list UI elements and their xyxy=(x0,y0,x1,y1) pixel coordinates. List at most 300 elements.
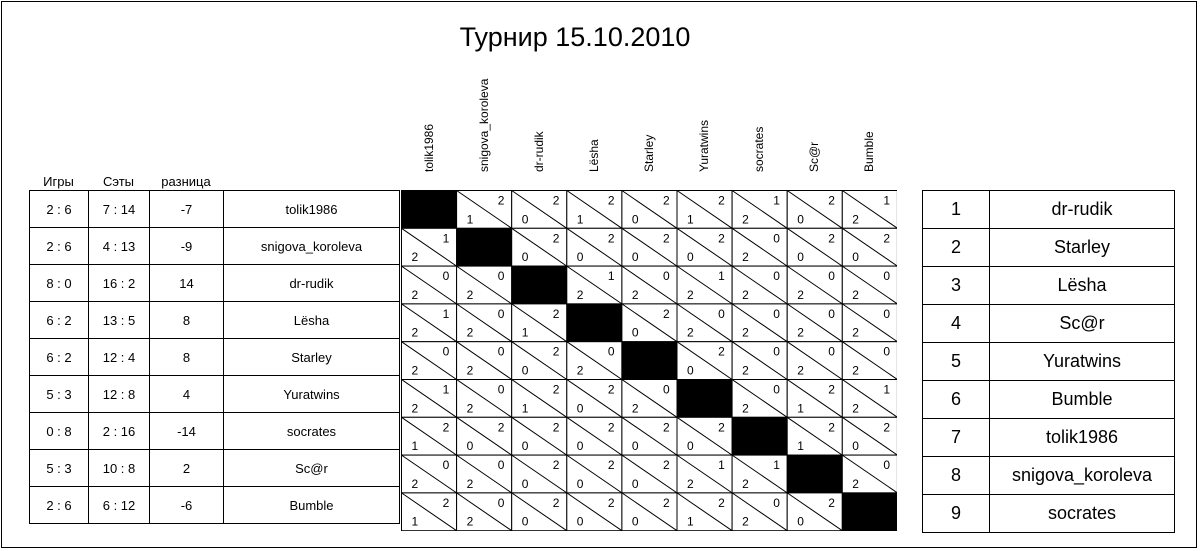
row-player-score: 2 xyxy=(828,231,835,246)
row-player-score: 2 xyxy=(828,420,835,435)
column-player-score: 2 xyxy=(411,476,419,491)
ranking-player-name: Lësha xyxy=(990,267,1175,305)
matrix-column-header xyxy=(621,0,676,186)
column-player-score: 0 xyxy=(797,250,804,265)
column-player-score: 0 xyxy=(576,401,584,416)
standings-row xyxy=(30,413,400,450)
ranking-row xyxy=(923,495,1175,533)
matrix-cell xyxy=(842,266,897,304)
column-player-score: 2 xyxy=(466,476,474,491)
column-player-score: 2 xyxy=(631,287,639,302)
column-player-score: 0 xyxy=(521,363,529,378)
player-name-cell: Bumble xyxy=(224,487,400,524)
matrix-cell xyxy=(457,493,512,531)
matrix-cell xyxy=(457,417,512,455)
row-player-score: 0 xyxy=(828,344,835,359)
column-player-score: 1 xyxy=(687,514,694,529)
matrix-cell xyxy=(732,455,787,493)
row-player-score: 1 xyxy=(442,306,450,321)
games-header: Игры xyxy=(43,174,74,189)
column-player-score: 2 xyxy=(852,363,859,378)
matrix-cell xyxy=(842,380,897,418)
diagonal-black-cell xyxy=(677,380,732,418)
ranking-row xyxy=(923,381,1175,419)
column-player-score: 0 xyxy=(687,363,694,378)
matrix-cell xyxy=(457,228,512,266)
column-player-score: 2 xyxy=(687,325,694,340)
row-player-score: 2 xyxy=(883,231,891,246)
column-player-score: 2 xyxy=(466,401,474,416)
row-player-score: 2 xyxy=(663,193,670,208)
column-player-score: 2 xyxy=(631,401,639,416)
row-player-score: 1 xyxy=(883,193,891,208)
games-cell: 6 : 2 xyxy=(30,339,89,376)
diff-cell: -6 xyxy=(150,487,224,524)
column-player-score: 2 xyxy=(466,363,474,378)
matrix-cell xyxy=(622,304,677,342)
player-name-cell: snigova_koroleva xyxy=(224,228,400,265)
column-player-score: 0 xyxy=(521,514,529,529)
matrix-cell xyxy=(677,228,732,266)
diff-cell: -9 xyxy=(150,228,224,265)
column-player-score: 1 xyxy=(466,212,474,227)
matrix-cell xyxy=(622,191,677,229)
column-player-score: 1 xyxy=(797,401,804,416)
column-player-score: 2 xyxy=(742,287,749,302)
column-player-score: 0 xyxy=(797,212,804,227)
matrix-cell xyxy=(567,342,622,380)
row-player-score: 2 xyxy=(552,420,560,435)
row-player-score: 2 xyxy=(497,420,505,435)
matrix-cell xyxy=(457,191,512,229)
row-player-score: 2 xyxy=(552,231,560,246)
matrix-cell xyxy=(402,493,457,531)
row-player-score: 2 xyxy=(552,382,560,397)
ranking-place: 6 xyxy=(923,381,990,419)
sets-header: Сэты xyxy=(102,174,135,189)
matrix-column-header xyxy=(677,0,732,186)
matrix-cell xyxy=(622,455,677,493)
results-matrix xyxy=(401,190,897,536)
matrix-cell xyxy=(732,493,787,531)
diff-cell: -14 xyxy=(150,413,224,450)
column-player-score: 2 xyxy=(466,287,474,302)
row-player-score: 0 xyxy=(442,458,450,473)
matrix-cell xyxy=(842,455,897,493)
matrix-column-header xyxy=(787,0,842,186)
row-player-score: 2 xyxy=(552,458,560,473)
row-player-score: 2 xyxy=(663,231,670,246)
player-name-cell: Yuratwins xyxy=(224,376,400,413)
matrix-cell xyxy=(677,493,732,531)
row-player-score: 2 xyxy=(607,420,615,435)
column-player-score: 0 xyxy=(797,514,804,529)
ranking-player-name: Yuratwins xyxy=(990,343,1175,381)
matrix-cell xyxy=(787,342,842,380)
column-player-score: 2 xyxy=(411,401,419,416)
ranking-place: 9 xyxy=(923,495,990,533)
matrix-cell xyxy=(787,380,842,418)
row-player-score: 1 xyxy=(718,458,725,473)
row-player-score: 0 xyxy=(497,382,505,397)
row-player-score: 2 xyxy=(552,306,560,321)
row-player-score: 2 xyxy=(663,420,670,435)
matrix-cell xyxy=(677,342,732,380)
ranking-player-name: snigova_koroleva xyxy=(990,457,1175,495)
row-player-score: 0 xyxy=(828,306,835,321)
diff-cell: 8 xyxy=(150,339,224,376)
matrix-cell xyxy=(677,380,732,418)
matrix-cell xyxy=(402,228,457,266)
column-player-score: 2 xyxy=(411,250,419,265)
column-player-score: 2 xyxy=(797,287,804,302)
row-player-score: 2 xyxy=(552,344,560,359)
ranking-place: 2 xyxy=(923,229,990,267)
diff-cell: 8 xyxy=(150,302,224,339)
ranking-player-name: tolik1986 xyxy=(990,419,1175,457)
matrix-column-label: dr-rudik xyxy=(531,131,546,172)
matrix-cell xyxy=(732,342,787,380)
diff-cell: -7 xyxy=(150,191,224,228)
matrix-cell xyxy=(402,342,457,380)
standings-row xyxy=(30,265,400,302)
matrix-cell xyxy=(842,342,897,380)
matrix-cell xyxy=(622,380,677,418)
matrix-cell xyxy=(512,342,567,380)
row-player-score: 2 xyxy=(607,193,615,208)
row-player-score: 0 xyxy=(883,269,891,284)
ranking-place: 7 xyxy=(923,419,990,457)
column-player-score: 0 xyxy=(576,476,584,491)
row-player-score: 1 xyxy=(442,231,450,246)
row-player-score: 0 xyxy=(828,269,835,284)
row-player-score: 2 xyxy=(552,193,560,208)
games-cell: 5 : 3 xyxy=(30,450,89,487)
column-player-score: 0 xyxy=(631,476,639,491)
ranking-place: 8 xyxy=(923,457,990,495)
sets-cell: 16 : 2 xyxy=(89,265,150,302)
row-player-score: 0 xyxy=(497,344,505,359)
column-player-score: 0 xyxy=(687,250,694,265)
diff-cell: 2 xyxy=(150,450,224,487)
matrix-cell xyxy=(402,304,457,342)
row-player-score: 1 xyxy=(442,382,450,397)
row-player-score: 0 xyxy=(663,269,670,284)
row-player-score: 0 xyxy=(718,306,725,321)
standings-row xyxy=(30,450,400,487)
diagonal-black-cell xyxy=(842,493,897,531)
column-player-score: 1 xyxy=(576,212,584,227)
matrix-cell xyxy=(512,455,567,493)
matrix-cell xyxy=(732,191,787,229)
row-player-score: 2 xyxy=(718,495,725,510)
games-cell: 8 : 0 xyxy=(30,265,89,302)
player-name-cell: dr-rudik xyxy=(224,265,400,302)
row-player-score: 2 xyxy=(718,344,725,359)
matrix-column-header xyxy=(566,0,621,186)
matrix-cell xyxy=(732,228,787,266)
row-player-score: 2 xyxy=(442,495,450,510)
column-player-score: 2 xyxy=(852,212,859,227)
sets-cell: 6 : 12 xyxy=(89,487,150,524)
row-player-score: 2 xyxy=(828,193,835,208)
column-player-score: 2 xyxy=(742,476,749,491)
standings-row xyxy=(30,191,400,228)
ranking-place: 4 xyxy=(923,305,990,343)
row-player-score: 1 xyxy=(607,269,615,284)
games-cell: 2 : 6 xyxy=(30,191,89,228)
row-player-score: 2 xyxy=(607,382,615,397)
column-player-score: 0 xyxy=(631,439,639,454)
ranking-place: 1 xyxy=(923,191,990,229)
matrix-cell xyxy=(677,191,732,229)
ranking-player-name: socrates xyxy=(990,495,1175,533)
row-player-score: 0 xyxy=(497,306,505,321)
standings-row xyxy=(30,376,400,413)
ranking-player-name: Bumble xyxy=(990,381,1175,419)
player-name-cell: tolik1986 xyxy=(224,191,400,228)
matrix-column-label: Yuratwins xyxy=(697,119,711,172)
sets-cell: 12 : 8 xyxy=(89,376,150,413)
row-player-score: 0 xyxy=(497,458,505,473)
matrix-cell xyxy=(677,455,732,493)
matrix-cell xyxy=(567,304,622,342)
matrix-cell xyxy=(567,266,622,304)
matrix-cell xyxy=(787,266,842,304)
column-player-score: 0 xyxy=(521,439,529,454)
sets-cell: 4 : 13 xyxy=(89,228,150,265)
matrix-cell xyxy=(567,417,622,455)
matrix-cell xyxy=(842,304,897,342)
matrix-cell xyxy=(677,417,732,455)
column-player-score: 2 xyxy=(411,287,419,302)
matrix-column-label: Starley xyxy=(641,134,656,172)
matrix-cell xyxy=(457,342,512,380)
column-player-score: 0 xyxy=(576,439,584,454)
column-player-score: 0 xyxy=(521,212,529,227)
diagonal-black-cell xyxy=(787,455,842,493)
ranking-place: 5 xyxy=(923,343,990,381)
matrix-cell xyxy=(457,266,512,304)
standings-row xyxy=(30,487,400,524)
matrix-cell xyxy=(512,228,567,266)
row-player-score: 2 xyxy=(883,420,891,435)
row-player-score: 0 xyxy=(663,382,670,397)
sets-cell: 12 : 4 xyxy=(89,339,150,376)
matrix-column-header xyxy=(732,0,787,186)
column-player-score: 0 xyxy=(852,439,859,454)
sets-cell: 13 : 5 xyxy=(89,302,150,339)
diff-cell: 4 xyxy=(150,376,224,413)
games-cell: 6 : 2 xyxy=(30,302,89,339)
matrix-column-label: socrates xyxy=(752,126,767,172)
row-player-score: 2 xyxy=(663,495,670,510)
player-name-cell: Starley xyxy=(224,339,400,376)
column-player-score: 0 xyxy=(521,250,529,265)
matrix-cell xyxy=(622,266,677,304)
matrix-cell xyxy=(677,266,732,304)
matrix-cell xyxy=(567,228,622,266)
standings-row xyxy=(30,228,400,265)
matrix-cell xyxy=(622,342,677,380)
matrix-cell xyxy=(402,191,457,229)
ranking-table xyxy=(922,190,1175,533)
matrix-cell xyxy=(512,380,567,418)
games-cell: 2 : 6 xyxy=(30,487,89,524)
column-player-score: 2 xyxy=(687,476,694,491)
diagonal-black-cell xyxy=(567,304,622,342)
games-cell: 2 : 6 xyxy=(30,228,89,265)
matrix-cell xyxy=(512,266,567,304)
column-player-score: 2 xyxy=(576,363,584,378)
standings-row xyxy=(30,339,400,376)
row-player-score: 2 xyxy=(442,420,450,435)
column-player-score: 2 xyxy=(797,363,804,378)
matrix-cell xyxy=(567,191,622,229)
row-player-score: 0 xyxy=(883,306,891,321)
column-player-score: 2 xyxy=(742,212,749,227)
matrix-cell xyxy=(512,417,567,455)
matrix-column-header xyxy=(511,0,566,186)
column-player-score: 0 xyxy=(576,250,584,265)
row-player-score: 0 xyxy=(607,344,615,359)
games-cell: 5 : 3 xyxy=(30,376,89,413)
row-player-score: 0 xyxy=(442,344,450,359)
ranking-place: 3 xyxy=(923,267,990,305)
row-player-score: 0 xyxy=(773,495,780,510)
sets-cell: 10 : 8 xyxy=(89,450,150,487)
row-player-score: 1 xyxy=(773,193,780,208)
matrix-cell xyxy=(842,493,897,531)
matrix-cell xyxy=(732,417,787,455)
row-player-score: 0 xyxy=(773,269,780,284)
diagonal-black-cell xyxy=(732,417,787,455)
row-player-score: 2 xyxy=(828,382,835,397)
column-player-score: 1 xyxy=(521,325,529,340)
matrix-cell xyxy=(457,380,512,418)
column-player-score: 1 xyxy=(687,212,694,227)
column-player-score: 0 xyxy=(631,250,639,265)
matrix-cell xyxy=(732,380,787,418)
ranking-row xyxy=(923,305,1175,343)
diff-header: разница xyxy=(161,174,211,189)
matrix-cell xyxy=(842,417,897,455)
column-player-score: 0 xyxy=(521,476,529,491)
matrix-column-label: Sc@r xyxy=(807,141,822,172)
results-matrix-grid xyxy=(401,190,897,531)
row-player-score: 0 xyxy=(442,269,450,284)
row-player-score: 2 xyxy=(718,231,725,246)
column-player-score: 2 xyxy=(742,363,749,378)
ranking-row xyxy=(923,457,1175,495)
column-player-score: 2 xyxy=(742,401,749,416)
ranking-row xyxy=(923,343,1175,381)
player-name-cell: Lësha xyxy=(224,302,400,339)
matrix-cell xyxy=(457,455,512,493)
diagonal-black-cell xyxy=(402,191,457,229)
diagonal-black-cell xyxy=(622,342,677,380)
matrix-cell xyxy=(402,380,457,418)
column-player-score: 0 xyxy=(852,250,859,265)
row-player-score: 2 xyxy=(718,193,725,208)
matrix-cell xyxy=(787,493,842,531)
matrix-cell xyxy=(512,304,567,342)
games-cell: 0 : 8 xyxy=(30,413,89,450)
row-player-score: 2 xyxy=(552,495,560,510)
matrix-cell xyxy=(787,304,842,342)
column-player-score: 2 xyxy=(687,287,694,302)
column-player-score: 0 xyxy=(631,325,639,340)
row-player-score: 2 xyxy=(663,306,670,321)
column-player-score: 0 xyxy=(576,514,584,529)
row-player-score: 0 xyxy=(773,231,780,246)
matrix-cell xyxy=(622,228,677,266)
matrix-cell xyxy=(787,191,842,229)
row-player-score: 2 xyxy=(607,231,615,246)
column-player-score: 1 xyxy=(411,514,419,529)
diagonal-black-cell xyxy=(457,228,512,266)
column-player-score: 2 xyxy=(576,287,584,302)
column-player-score: 2 xyxy=(411,363,419,378)
row-player-score: 1 xyxy=(773,458,780,473)
matrix-column-header xyxy=(456,0,511,186)
matrix-cell xyxy=(512,191,567,229)
matrix-cell xyxy=(567,493,622,531)
diagonal-black-cell xyxy=(512,266,567,304)
row-player-score: 0 xyxy=(497,269,505,284)
sets-cell: 7 : 14 xyxy=(89,191,150,228)
ranking-row xyxy=(923,229,1175,267)
column-player-score: 2 xyxy=(852,401,859,416)
standings-row xyxy=(30,302,400,339)
column-player-score: 2 xyxy=(466,325,474,340)
matrix-cell xyxy=(402,417,457,455)
ranking-player-name: Sc@r xyxy=(990,305,1175,343)
matrix-column-label: Bumble xyxy=(862,131,877,172)
column-player-score: 0 xyxy=(466,439,474,454)
row-player-score: 0 xyxy=(497,495,505,510)
matrix-column-header xyxy=(842,0,897,186)
column-player-score: 2 xyxy=(797,325,804,340)
matrix-cell xyxy=(402,455,457,493)
matrix-cell xyxy=(567,380,622,418)
row-player-score: 1 xyxy=(883,382,891,397)
row-player-score: 2 xyxy=(607,495,615,510)
column-player-score: 2 xyxy=(742,325,749,340)
matrix-cell xyxy=(787,455,842,493)
column-player-score: 1 xyxy=(411,439,419,454)
column-player-score: 2 xyxy=(411,325,419,340)
matrix-cell xyxy=(567,455,622,493)
row-player-score: 2 xyxy=(497,193,505,208)
player-name-cell: Sc@r xyxy=(224,450,400,487)
matrix-column-label: tolik1986 xyxy=(421,123,436,172)
column-player-score: 2 xyxy=(742,514,749,529)
player-name-cell: socrates xyxy=(224,413,400,450)
row-player-score: 2 xyxy=(828,495,835,510)
row-player-score: 0 xyxy=(883,458,891,473)
row-player-score: 0 xyxy=(773,306,780,321)
column-player-score: 1 xyxy=(797,439,804,454)
matrix-cell xyxy=(842,191,897,229)
row-player-score: 0 xyxy=(883,344,891,359)
row-player-score: 1 xyxy=(718,269,725,284)
row-player-score: 0 xyxy=(773,344,780,359)
column-player-score: 0 xyxy=(687,439,694,454)
sets-cell: 2 : 16 xyxy=(89,413,150,450)
column-player-score: 2 xyxy=(466,514,474,529)
matrix-cell xyxy=(842,228,897,266)
